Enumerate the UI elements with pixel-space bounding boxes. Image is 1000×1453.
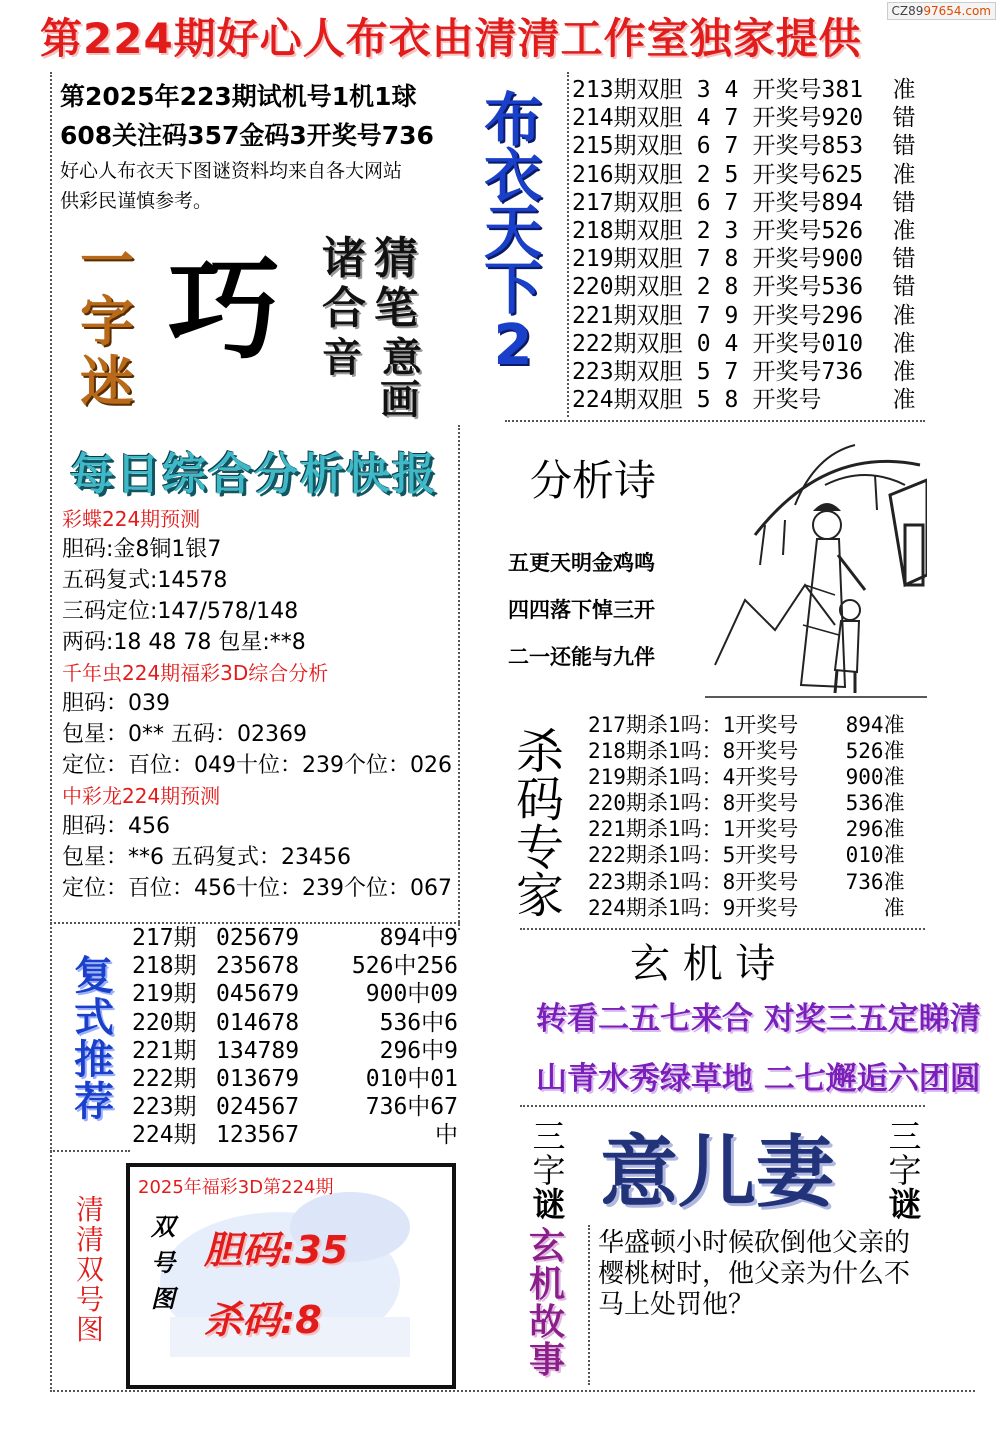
stat-issue: 218期双胆 xyxy=(572,217,683,244)
fushi-combo: 045679 xyxy=(216,981,300,1008)
prediction-line: 两码:18 48 78 包星:**8 xyxy=(62,630,306,655)
riddle-label-char: 字 xyxy=(80,290,134,353)
fushi-combo: 013679 xyxy=(216,1065,300,1092)
double-dan-table xyxy=(572,76,952,414)
fushi-table xyxy=(132,924,472,1150)
kill-row xyxy=(588,869,928,895)
prediction-line: 定位：百位：049十位：239个位：026 xyxy=(62,753,452,778)
riddle-hint-char: 猜 xyxy=(374,233,418,284)
fushi-issue: 219期 xyxy=(132,981,197,1008)
kill-expert-label xyxy=(508,724,572,924)
card-background-art xyxy=(130,1167,452,1385)
fushi-issue: 220期 xyxy=(132,1009,197,1036)
disclaimer-line: 好心人布衣天下图谜资料均来自各大网站 xyxy=(60,160,403,182)
stat-digits: 5 7 xyxy=(696,358,739,385)
riddle-hint-char: 音 xyxy=(322,335,362,381)
stat-digits: 2 3 xyxy=(696,217,739,244)
stat-row xyxy=(572,76,952,104)
kill-label-char: 家 xyxy=(515,868,564,924)
frame-bottom-line xyxy=(50,1390,975,1392)
kill-row xyxy=(588,764,928,790)
stat-draw: 开奖号526 xyxy=(752,217,864,244)
fushi-result: 526中256 xyxy=(351,953,458,980)
stat-draw: 开奖号920 xyxy=(752,105,864,132)
card-side-char: 号 xyxy=(151,1249,175,1277)
riddle-label-char: 一 xyxy=(80,230,134,293)
riddle3-label-char: 谜 xyxy=(532,1185,566,1224)
stat-result: 准 xyxy=(892,77,916,103)
stat-issue: 214期双胆 xyxy=(572,105,683,132)
predictions-block xyxy=(62,504,457,904)
stat-issue: 222期双胆 xyxy=(572,330,683,357)
stat-draw: 开奖号853 xyxy=(752,133,864,160)
riddle3-label-char: 字 xyxy=(888,1151,922,1190)
stat-row xyxy=(572,189,952,217)
frame-left-line xyxy=(50,72,52,1392)
kill-digit: 9开奖号 xyxy=(722,895,799,920)
stat-result: 准 xyxy=(892,217,916,244)
stat-result: 错 xyxy=(892,105,916,132)
fushi-row xyxy=(132,1121,472,1149)
riddle-hint-char: 意 xyxy=(382,335,422,381)
trial-info-block xyxy=(60,78,490,216)
stat-digits: 5 8 xyxy=(696,387,739,414)
stat-issue: 224期双胆 xyxy=(572,387,683,414)
fushi-label-char: 式 xyxy=(74,995,114,1041)
brand-number: 2 xyxy=(493,313,533,378)
prediction-line: 包星：0** 五码：02369 xyxy=(62,722,307,747)
kill-digit: 8开奖号 xyxy=(722,739,799,764)
stat-digits: 7 8 xyxy=(696,246,739,273)
stat-digits: 6 7 xyxy=(696,189,739,216)
kill-issue: 218期杀1吗： xyxy=(588,739,723,764)
stat-digits: 4 7 xyxy=(696,105,739,132)
fushi-combo: 235678 xyxy=(216,953,300,980)
xuanji-poem-line: 转看二五七来合 对奖三五定睇清 xyxy=(536,1001,981,1037)
qingqing-label-char: 图 xyxy=(75,1313,104,1346)
stat-result: 错 xyxy=(892,246,916,273)
kill-digit: 5开奖号 xyxy=(722,843,799,868)
stat-digits: 7 9 xyxy=(696,302,739,329)
fushi-issue: 218期 xyxy=(132,953,197,980)
stat-result: 准 xyxy=(892,358,916,385)
trial-number-line: 第2025年223期试机号1机1球 xyxy=(60,82,417,111)
stat-digits: 2 8 xyxy=(696,274,739,301)
riddle3-label-char: 字 xyxy=(532,1151,566,1190)
riddle-hint-column xyxy=(320,234,368,334)
stat-issue: 215期双胆 xyxy=(572,133,683,160)
stat-digits: 6 7 xyxy=(696,133,739,160)
riddle-hint-char: 诸 xyxy=(322,233,366,284)
stat-result: 准 xyxy=(892,387,916,414)
kill-row xyxy=(588,816,928,842)
stat-draw: 开奖号900 xyxy=(752,246,864,273)
watermark-prefix: CZ89 xyxy=(891,4,924,18)
daily-report-title: 每日综合分析快报 xyxy=(70,449,438,500)
story-label-char: 机 xyxy=(528,1264,565,1305)
prediction-line: 三码定位:147/578/148 xyxy=(62,599,299,624)
kill-issue: 219期杀1吗： xyxy=(588,765,723,790)
stat-row xyxy=(572,245,952,273)
brand-label xyxy=(478,86,548,378)
stat-draw: 开奖号010 xyxy=(752,330,864,357)
stat-result: 准 xyxy=(892,302,916,329)
stat-issue: 221期双胆 xyxy=(572,302,683,329)
story-label-char: 事 xyxy=(528,1340,565,1381)
stat-issue: 213期双胆 xyxy=(572,77,683,103)
kill-row xyxy=(588,842,928,868)
stat-result: 准 xyxy=(892,161,916,188)
poem-line: 五更天明金鸡鸣 xyxy=(508,551,655,575)
stat-row xyxy=(572,161,952,189)
card-title: 2025年福彩3D第224期 xyxy=(138,1177,334,1198)
brand-char: 天 xyxy=(483,198,542,266)
fushi-result: 中 xyxy=(435,1122,458,1149)
stat-digits: 0 4 xyxy=(696,330,739,357)
kill-digit: 4开奖号 xyxy=(722,765,799,790)
focus-code-line: 608关注码357金码3开奖号736 xyxy=(60,121,434,150)
disclaimer-line: 供彩民谨慎参考。 xyxy=(60,190,213,212)
stat-draw: 开奖号381 xyxy=(752,77,864,103)
fushi-result: 894中9 xyxy=(379,925,458,951)
kill-digit: 1开奖号 xyxy=(722,713,799,737)
stat-row xyxy=(572,358,952,386)
kill-issue: 222期杀1吗： xyxy=(588,843,723,868)
fushi-issue: 222期 xyxy=(132,1065,197,1092)
stat-draw: 开奖号625 xyxy=(752,161,864,188)
kill-draw: 010准 xyxy=(845,843,905,868)
analysis-poem-title: 分析诗 xyxy=(530,456,657,505)
illustration-svg xyxy=(705,425,927,707)
qingqing-label-char: 清 xyxy=(75,1223,104,1256)
stat-row xyxy=(572,302,952,330)
frame-divider xyxy=(505,420,925,422)
stat-digits: 3 4 xyxy=(696,77,739,103)
kill-label-char: 专 xyxy=(515,820,564,876)
frame-divider xyxy=(520,1105,925,1107)
kill-expert-table xyxy=(588,712,928,921)
fushi-issue: 217期 xyxy=(132,925,197,951)
stat-row xyxy=(572,104,952,132)
riddle-hint-char: 笔 xyxy=(374,283,418,334)
kill-label-char: 码 xyxy=(515,772,564,828)
story-label-char: 故 xyxy=(528,1302,565,1343)
kill-row xyxy=(588,895,928,921)
riddle3-label-char: 谜 xyxy=(888,1185,922,1224)
prediction-line: 胆码：039 xyxy=(62,691,170,716)
analysis-poem xyxy=(508,540,708,681)
kill-draw: 296准 xyxy=(845,817,905,842)
kill-draw: 736准 xyxy=(845,869,905,894)
stat-draw: 开奖号736 xyxy=(752,358,864,385)
stat-result: 准 xyxy=(892,330,916,357)
fushi-combo: 014678 xyxy=(216,1009,300,1036)
fushi-label-char: 荐 xyxy=(74,1079,114,1125)
stat-digits: 2 5 xyxy=(696,161,739,188)
prediction-line: 五码复式:14578 xyxy=(62,568,228,593)
riddle-label-char: 迷 xyxy=(80,350,134,413)
site-watermark[interactable] xyxy=(887,2,997,20)
one-char-riddle-label xyxy=(72,232,142,412)
stat-row xyxy=(572,132,952,160)
fushi-issue: 221期 xyxy=(132,1037,197,1064)
fushi-row xyxy=(132,1037,472,1065)
fushi-row xyxy=(132,1009,472,1037)
kill-digit: 8开奖号 xyxy=(722,869,799,894)
card-side-char: 图 xyxy=(151,1285,175,1313)
watermark-site: 97654.com xyxy=(923,4,991,18)
stat-result: 错 xyxy=(892,189,916,216)
frame-divider xyxy=(458,425,460,930)
kill-draw: 准 xyxy=(883,895,905,920)
kill-draw: 526准 xyxy=(845,739,905,764)
stat-issue: 216期双胆 xyxy=(572,161,683,188)
fushi-combo: 024567 xyxy=(216,1094,300,1121)
riddle-hint-column xyxy=(372,234,420,334)
stat-draw: 开奖号894 xyxy=(752,189,864,216)
riddle3-label-char: 三 xyxy=(532,1117,566,1156)
stat-row xyxy=(572,386,952,414)
fushi-result: 736中67 xyxy=(365,1094,458,1121)
card-sha-code: 杀码:8 xyxy=(204,1298,322,1342)
riddle-hint-row xyxy=(322,335,422,381)
kill-issue: 223期杀1吗： xyxy=(588,869,723,894)
qingqing-label xyxy=(70,1195,110,1345)
poem-line: 四四落下悼三开 xyxy=(508,598,655,622)
riddle-hint-char: 画 xyxy=(380,377,420,423)
xuanji-poem-line: 山青水秀绿草地 二七邂逅六团圆 xyxy=(536,1061,981,1097)
stat-draw: 开奖号 xyxy=(752,387,822,414)
brand-char: 下 xyxy=(483,254,542,322)
riddle-answer: 巧 xyxy=(168,244,280,375)
kill-draw: 536准 xyxy=(845,791,905,816)
stat-issue: 217期双胆 xyxy=(572,189,683,216)
card-side-label xyxy=(148,1209,178,1317)
xuanji-story-text: 华盛顿小时候砍倒他父亲的樱桃树时，他父亲为什么不马上处罚他？ xyxy=(598,1228,911,1320)
qingqing-label-char: 清 xyxy=(75,1193,104,1226)
story-label-char: 玄 xyxy=(528,1226,565,1267)
frame-divider xyxy=(588,1225,590,1385)
brand-char: 布 xyxy=(483,86,542,154)
kill-issue: 217期杀1吗： xyxy=(588,713,723,737)
kill-draw: 900准 xyxy=(845,765,905,790)
fushi-issue: 224期 xyxy=(132,1122,197,1149)
qingqing-label-char: 双 xyxy=(75,1253,104,1286)
three-char-riddle-answer: 意儿妻 xyxy=(600,1128,835,1218)
fushi-issue: 223期 xyxy=(132,1094,197,1121)
prediction-line: 定位：百位：456十位：239个位：067 xyxy=(62,876,452,901)
riddle3-label-char: 三 xyxy=(888,1117,922,1156)
kill-row xyxy=(588,712,928,738)
frame-divider xyxy=(50,1150,130,1152)
xuanji-poem-title: 玄 机 诗 xyxy=(630,941,776,987)
stat-issue: 223期双胆 xyxy=(572,358,683,385)
stat-result: 错 xyxy=(892,274,916,301)
stat-issue: 219期双胆 xyxy=(572,246,683,273)
stat-result: 错 xyxy=(892,133,916,160)
kill-issue: 224期杀1吗： xyxy=(588,895,723,920)
stat-draw: 开奖号536 xyxy=(752,274,864,301)
kill-label-char: 杀 xyxy=(515,724,564,780)
fushi-result: 296中9 xyxy=(379,1037,458,1064)
stat-issue: 220期双胆 xyxy=(572,274,683,301)
fushi-result: 010中01 xyxy=(365,1065,458,1092)
three-char-riddle-label-left xyxy=(524,1117,574,1224)
kill-digit: 8开奖号 xyxy=(722,791,799,816)
kill-issue: 220期杀1吗： xyxy=(588,791,723,816)
stat-row xyxy=(572,330,952,358)
prediction-heading: 千年虫224期福彩3D综合分析 xyxy=(62,661,329,685)
fushi-row xyxy=(132,980,472,1008)
stat-row xyxy=(572,273,952,301)
prediction-heading: 中彩龙224期预测 xyxy=(62,784,221,808)
fushi-result: 536中6 xyxy=(379,1009,458,1036)
kill-row xyxy=(588,738,928,764)
fushi-combo: 123567 xyxy=(216,1122,300,1149)
fushi-label-char: 复 xyxy=(74,953,114,999)
prediction-line: 包星：**6 五码复式：23456 xyxy=(62,845,351,870)
kill-issue: 221期杀1吗： xyxy=(588,817,723,842)
riddle-hint-char: 合 xyxy=(322,283,366,334)
double-number-card xyxy=(126,1163,456,1389)
fushi-row xyxy=(132,1065,472,1093)
stat-row xyxy=(572,217,952,245)
page-title: 第224期好心人布衣由清清工作室独家提供 xyxy=(40,14,862,63)
kill-digit: 1开奖号 xyxy=(722,817,799,842)
fushi-row xyxy=(132,952,472,980)
fushi-row xyxy=(132,924,472,952)
fushi-result: 900中09 xyxy=(365,981,458,1008)
kill-draw: 894准 xyxy=(845,713,905,737)
fushi-label-char: 推 xyxy=(74,1037,114,1083)
fushi-recommend-label xyxy=(62,955,126,1123)
fushi-combo: 134789 xyxy=(216,1037,300,1064)
fushi-combo: 025679 xyxy=(216,925,300,951)
frame-divider xyxy=(520,928,925,930)
ink-illustration xyxy=(705,425,927,707)
card-side-char: 双 xyxy=(151,1213,175,1241)
qingqing-label-char: 号 xyxy=(75,1283,104,1316)
card-dan-code: 胆码:35 xyxy=(204,1228,349,1272)
xuanji-story-label xyxy=(522,1228,572,1380)
prediction-line: 胆码:金8铜1银7 xyxy=(62,537,222,562)
stat-draw: 开奖号296 xyxy=(752,302,864,329)
frame-divider xyxy=(567,72,569,417)
fushi-row xyxy=(132,1093,472,1121)
prediction-heading: 彩蝶224期预测 xyxy=(62,507,201,531)
three-char-riddle-label-right xyxy=(880,1117,930,1224)
prediction-line: 胆码：456 xyxy=(62,814,170,839)
brand-char: 衣 xyxy=(483,142,542,210)
kill-row xyxy=(588,790,928,816)
poem-line: 二一还能与九伴 xyxy=(508,645,655,669)
